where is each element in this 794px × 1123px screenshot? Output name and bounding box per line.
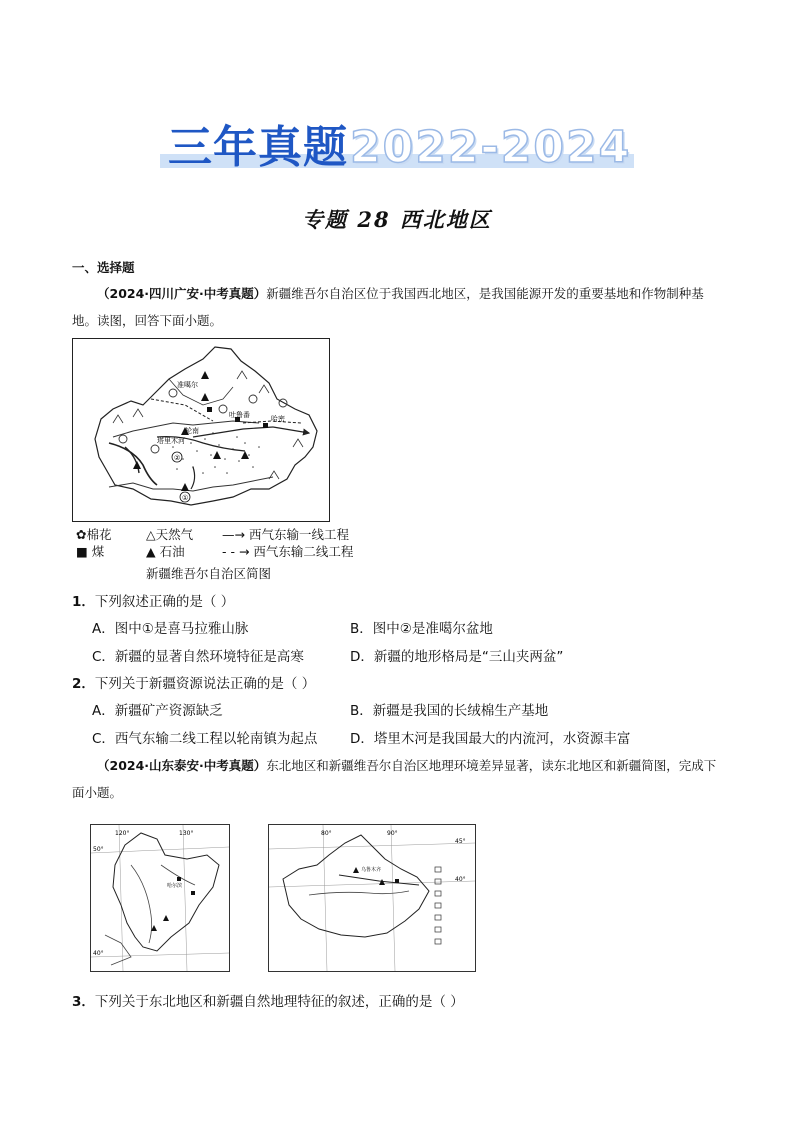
- label-90: 90°: [387, 830, 398, 837]
- arrow-dashed-icon: - - →: [222, 544, 254, 559]
- label-130: 130°: [179, 830, 194, 837]
- q2-option-b[interactable]: B．新疆是我国的长绒棉生产基地: [350, 703, 549, 719]
- label-hami: 哈密: [271, 415, 285, 423]
- q2-option-a[interactable]: A．新疆矿产资源缺乏: [92, 703, 223, 719]
- label-120: 120°: [115, 830, 130, 837]
- northeast-map-drawing: [91, 825, 229, 971]
- section-heading: 一、选择题: [72, 260, 135, 275]
- xinjiang-map: [72, 338, 330, 522]
- xinjiang-map-2: [268, 824, 476, 972]
- label-talimu-river: 塔里木河: [157, 437, 185, 445]
- passage-2-source: （2024·山东泰安·中考真题）: [97, 758, 267, 773]
- q2-option-c[interactable]: C．西气东输二线工程以轮南镇为起点: [92, 731, 318, 747]
- label-marker-2: ②: [174, 454, 181, 462]
- label-45: 45°: [455, 838, 466, 845]
- label-50: 50°: [93, 846, 104, 853]
- banner-years-text: 2022-2024: [350, 122, 632, 173]
- arrow-solid-icon: —→: [222, 527, 249, 542]
- label-80: 80°: [321, 830, 332, 837]
- xinjiang-map-2-drawing: [269, 825, 475, 971]
- legend-coal: ■ 煤: [76, 544, 105, 559]
- xinjiang-map-drawing: [73, 339, 328, 520]
- cotton-icon: ✿: [76, 527, 87, 542]
- passage-1-source: （2024·四川广安·中考真题）: [97, 286, 267, 301]
- q1-option-a[interactable]: A．图中①是喜马拉雅山脉: [92, 621, 249, 637]
- legend-gas: △天然气: [146, 527, 194, 542]
- map-legend: [76, 526, 353, 560]
- label-marker-1: ①: [182, 494, 189, 502]
- legend-line2: - - → 西气东输二线工程: [222, 544, 354, 559]
- gas-icon: △: [146, 527, 156, 542]
- label-tulufan: 吐鲁番: [229, 411, 250, 419]
- page-title: 专题 28 西北地区: [302, 207, 492, 232]
- map-caption: 新疆维吾尔自治区简图: [146, 566, 272, 581]
- banner-main-text: 三年真题: [168, 122, 348, 173]
- label-40: 40°: [93, 950, 104, 957]
- passage-1-text: 新疆维吾尔自治区位于我国西北地区，是我国能源开发的重要基地和作物制种基地。读图，回答下面小题。: [72, 286, 704, 328]
- oil-icon: ▲: [146, 544, 160, 559]
- passage-1: [72, 280, 722, 334]
- q1-option-b[interactable]: B．图中②是准噶尔盆地: [350, 621, 493, 637]
- passage-2: [72, 752, 722, 806]
- question-3: 3．下列关于东北地区和新疆自然地理特征的叙述，正确的是（ ）: [72, 994, 464, 1010]
- label-urumqi: 乌鲁木齐: [361, 867, 382, 873]
- q2-option-d[interactable]: D．塔里木河是我国最大的内流河，水资源丰富: [350, 731, 631, 747]
- legend-cotton: ✿棉花: [76, 527, 112, 542]
- label-40b: 40°: [455, 876, 466, 883]
- legend-oil: ▲ 石油: [146, 544, 185, 559]
- legend-line1: —→ 西气东输一线工程: [222, 527, 349, 542]
- label-lunnan: 轮南: [185, 427, 199, 435]
- banner: [160, 118, 640, 178]
- question-2: 2．下列关于新疆资源说法正确的是（ ）: [72, 676, 316, 692]
- q1-option-d[interactable]: D．新疆的地形格局是“三山夹两盆”: [350, 649, 564, 665]
- coal-icon: ■: [76, 544, 92, 559]
- question-1: 1．下列叙述正确的是（ ）: [72, 594, 235, 610]
- passage-2-text: 东北地区和新疆维吾尔自治区地理环境差异显著，读东北地区和新疆简图，完成下面小题。: [72, 758, 717, 800]
- label-zhungeer: 准噶尔: [177, 381, 198, 389]
- q1-option-c[interactable]: C．新疆的显著自然环境特征是高寒: [92, 649, 304, 665]
- label-haerbin: 哈尔滨: [167, 883, 183, 889]
- northeast-map: [90, 824, 230, 972]
